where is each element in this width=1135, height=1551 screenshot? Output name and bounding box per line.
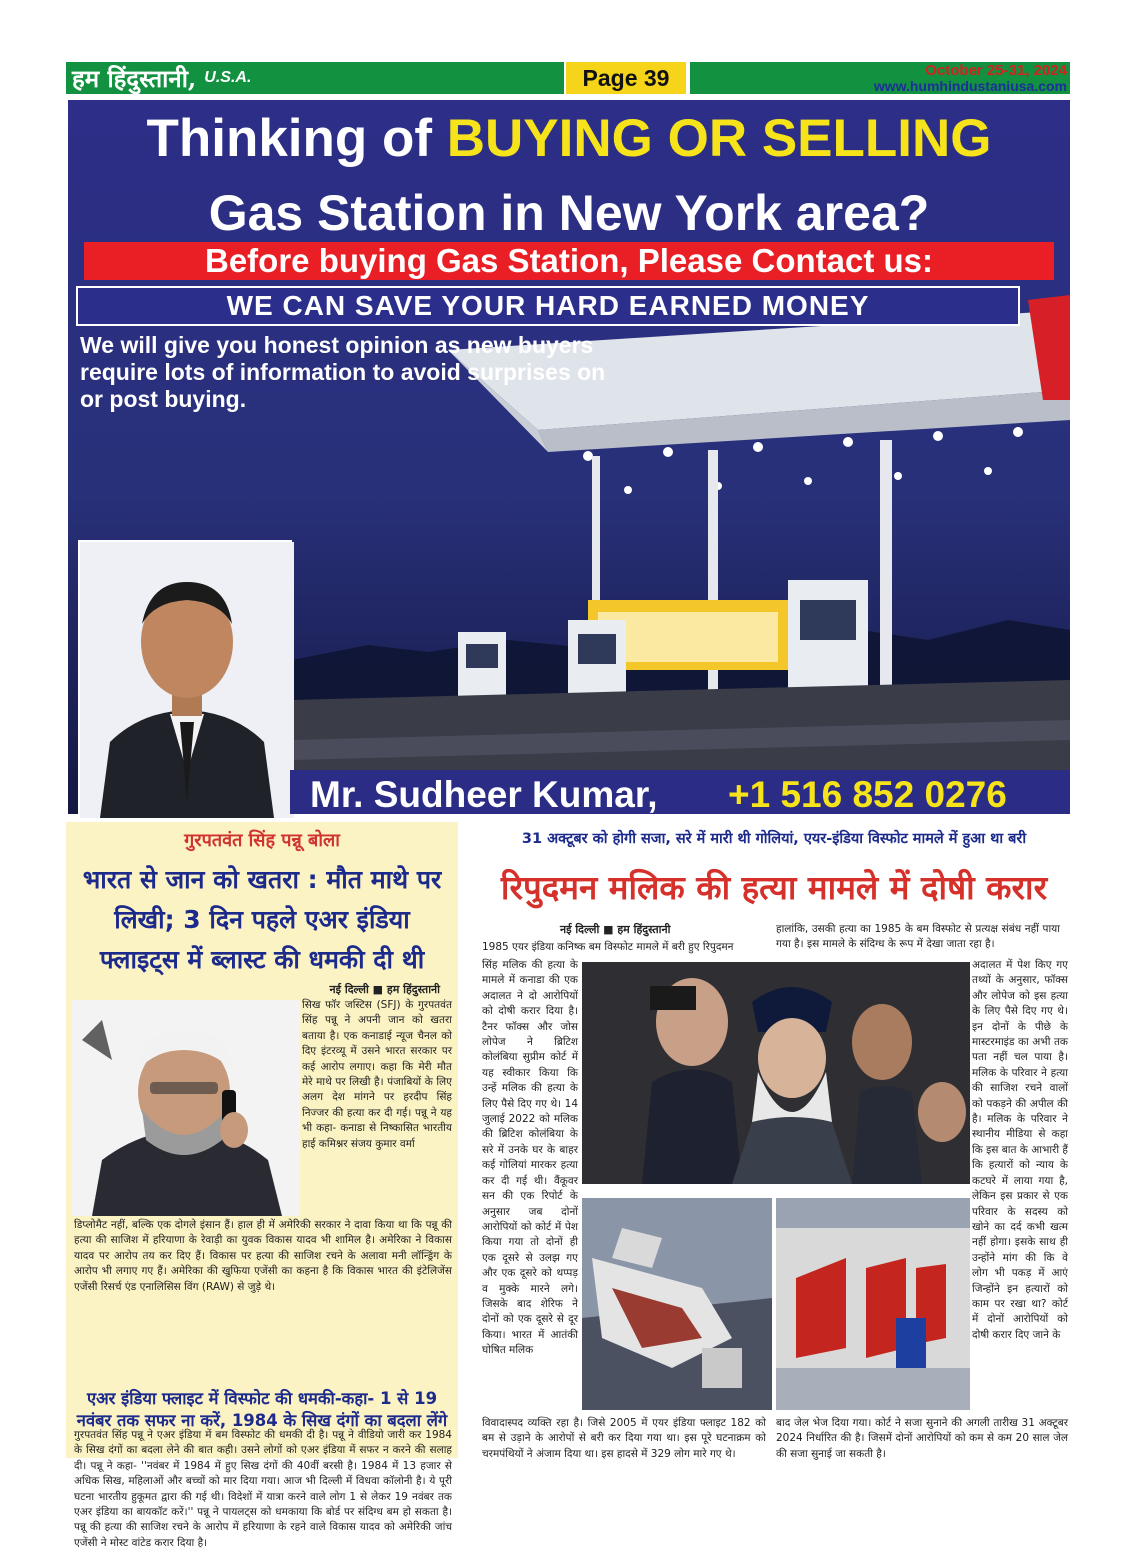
ad-savings-banner: WE CAN SAVE YOUR HARD EARNED MONEY (76, 286, 1020, 326)
article-body-mid: डिप्लोमैट नहीं, बल्कि एक दोगले इंसान हैं। हाल ही में अमेरिकी सरकार ने दावा किया था कि पन्नू की हत्या की साजिश में हरियाणा के रेवाड़ी का युवक विकास यादव भी शामिल है। अमेरिका ने विकास यादव पर आरोप तय कर दिए हैं। विकास पर हत्या की साजिश रचने के अलावा मनी लॉन्ड्रिंग के आरोप भी लगाए गए हैं। अमेरिका की खुफिया एजेंसी का कहना है कि विकास भारत की इंटेलिजेंस एजेंसी रिसर्च एंड एनालिसिस विंग (RAW) से जुड़े थे। (74, 1219, 452, 1293)
wreckage-photo-icon (582, 1198, 772, 1410)
article-subhead: एअर इंडिया फ्लाइट में विस्फोट की धमकी-कहा- 1 से 19 नवंबर तक सफर ना करें, 1984 के सिख दंगों का बदला लेंगे (76, 1389, 448, 1430)
article-bottom-left: विवादास्पद व्यक्ति रहा है। जिसे 2005 में एयर इंडिया फ्लाइट 182 को बम से उड़ाने के आरोपों से बरी कर दिया गया था। इस पूरे घटनाक्रम को चरमपंथियों ने अंजाम दिया था। इस हादसे में 329 लोग मारे गए थे। (482, 1417, 766, 1460)
newspaper-region: U.S.A. (204, 69, 252, 86)
newspaper-title: हम हिंदुस्तानी, (72, 63, 197, 93)
article-bottom-right: बाद जेल भेज दिया गया। कोर्ट ने सजा सुनाने की अगली तारीख 31 अक्टूबर 2024 निर्धारित की है। जिसमें दोनों आरोपियों को कम से कम 20 साल जेल की सजा सुनाई जा सकती है। (776, 1417, 1068, 1460)
advertiser-photo (78, 540, 292, 816)
article-kicker: गुरपतवंत सिंह पन्नू बोला (184, 830, 340, 851)
pannu-photo (72, 1000, 300, 1216)
ad-headline-1 (68, 108, 1070, 169)
person-portrait-icon (80, 542, 294, 818)
ad-headline-1-prefix: Thinking of (146, 109, 447, 168)
masthead-title-bar (66, 62, 564, 94)
pannu-article (66, 822, 458, 1549)
article-headline: रिपुदमन मलिक की हत्या मामले में दोषी करार (500, 868, 1048, 907)
article-col1: सिंह मलिक की हत्या के मामले में कनाडा की एक अदालत ने दो आरोपियों को दोषी करार दिया है। टैनर फॉक्स और जोस लोपेज ने ब्रिटिश कोलंबिया सुप्रीम कोर्ट में यह स्वीकार किया कि उन्हें मलिक की हत्या के लिए पैसे दिए गए थे। 14 जुलाई 2022 को मलिक की ब्रिटिश कोलंबिया के सरे में उनके घर के बाहर कई गोलियां मारकर हत्या कर दी गई थी। वैंकूवर सन की एक रिपोर्ट के अनुसार जब दोनों आरोपियों को कोर्ट में पेश किया गया तो दोनों ही एक दूसरे से उलझ गए और एक दूसरे को थप्पड़ व मुक्के मारने लगे। जिसके बाद शेरिफ ने दोनों को एक दूसरे से दूर किया। भारत में आतंकी घोषित मलिक (482, 959, 578, 1357)
issue-date: October 25-31, 2024 (925, 62, 1067, 79)
malik-article (470, 822, 1078, 1458)
article-dateline: नई दिल्ली ■ हम हिंदुस्तानी (329, 983, 440, 996)
ad-headline-2: Gas Station in New York area? (208, 185, 930, 241)
airplane-tail-photo (776, 1198, 970, 1410)
ad-description: We will give you honest opinion as new buyers require lots of information to avoid surprises on or post buying. (80, 332, 606, 412)
article-kicker: 31 अक्टूबर को होगी सजा, सरे में मारी थी गोलियां, एयर-इंडिया विस्फोट मामले में हुआ था बरी (521, 831, 1027, 847)
gas-station-ad (68, 100, 1070, 814)
crowd-photo-icon (582, 962, 970, 1184)
man-on-phone-icon (72, 1000, 300, 1216)
ad-contact-banner: Before buying Gas Station, Please Contact us: (84, 242, 1054, 280)
contact-phone[interactable]: +1 516 852 0276 (728, 774, 1007, 815)
article-col2-top: हालांकि, उसकी हत्या का 1985 के बम विस्फोट से प्रत्यक्ष संबंध नहीं पाया गया है। इस मामले के संदिग्ध के रूप में देखा जाता रहा है। (776, 923, 1060, 951)
ad-headline-1-highlight: BUYING OR SELLING (446, 109, 992, 168)
article-dateline: नई दिल्ली ■ हम हिंदुस्तानी (560, 923, 671, 936)
article-body-top: सिख फॉर जस्टिस (SFJ) के गुरपतवंत सिंह पन्नू ने अपनी जान को खतरा बताया है। एक कनाडाई न्यूज चैनल को दिए इंटरव्यू में उसने भारत सरकार पर कई आरोप लगाए। कहा कि मेरी मौत मेरे माथे पर लिखी है। पंजाबियों के लिए अलग देश मांगने पर हरदीप सिंह निज्जर की हत्या कर दी गई। पन्नू ने यह भी कहा- कनाडा से निष्कासित भारतीय हाई कमिश्नर संजय कुमार वर्मा (302, 999, 452, 1150)
article-col3: अदालत में पेश किए गए तथ्यों के अनुसार, फॉक्स और लोपेज को इस हत्या के लिए पैसे दिए गए थे। इन दोनों के पीछे के मास्टरमाइंड का अभी तक पता नहीं चल पाया है। मलिक के परिवार ने हत्या की साजिश रचने वालों को पकड़ने की अपील की है। मलिक के परिवार ने स्थानीय मीडिया से कहा कि इस बात के आभारी हैं कि हत्यारों को न्याय के कटघरे में लाया गया है, लेकिन इस प्रकार से एक परिवार के सदस्य को खोने का दर्द कभी खत्म नहीं होगा। इसके साथ ही उन्होंने मांग की कि वे लोग भी पकड़ में आएं जिन्होंने इन हत्यारों को काम पर रखा था? कोर्ट में दोनों आरोपियों को दोषी करार दिए जाने के (972, 959, 1068, 1341)
malik-crowd-photo (582, 962, 970, 1184)
plane-wreckage-photo (582, 1198, 772, 1410)
article-col1-top: 1985 एयर इंडिया कनिष्क बम विस्फोट मामले में बरी हुए रिपुदमन (482, 941, 734, 953)
contact-name: Mr. Sudheer Kumar, (310, 774, 658, 815)
article-headline: भारत से जान को खतरा : मौत माथे पर लिखी; 3 दिन पहले एअर इंडिया फ्लाइट्स में ब्लास्ट की धमकी दी थी (82, 865, 442, 974)
airplane-photo-icon (776, 1198, 970, 1410)
website-link[interactable]: www.humhindustaniusa.com (873, 78, 1067, 94)
page-number: Page 39 (566, 62, 686, 94)
article-body-bottom: गुरपतवंत सिंह पन्नू ने एअर इंडिया में बम विस्फोट की धमकी दी है। पन्नू ने वीडियो जारी कर 1984 के सिख दंगों का बदला लेने की बात कही। उसने लोगों को एअर इंडिया में सफर न करने की सलाह दी। पन्नू ने कहा- ''नवंबर में 1984 में हुए सिख दंगों की 40वीं बरसी है। 1984 में 13 हजार से अधिक सिख, महिलाओं और बच्चों को मार दिया गया। आज भी दिल्ली में विधवा कॉलोनी है। ये पूरी घटना भारतीय हुकूमत द्वारा की गई थी। विदेशों में यात्रा करने वाले लोग 1 से लेकर 19 नवंबर तक एअर इंडिया का बायकॉट करें।'' पन्नू ने पायलट्स को धमकाया कि बोर्ड पर संदिग्ध बम हो सकता है। पन्नू की हत्या की साजिश रचने के आरोप में हरियाणा के रहने वाले विकास यादव को अमेरिकी जांच एजेंसी ने मोस्ट वांटेड करार दिया है। (74, 1429, 452, 1549)
